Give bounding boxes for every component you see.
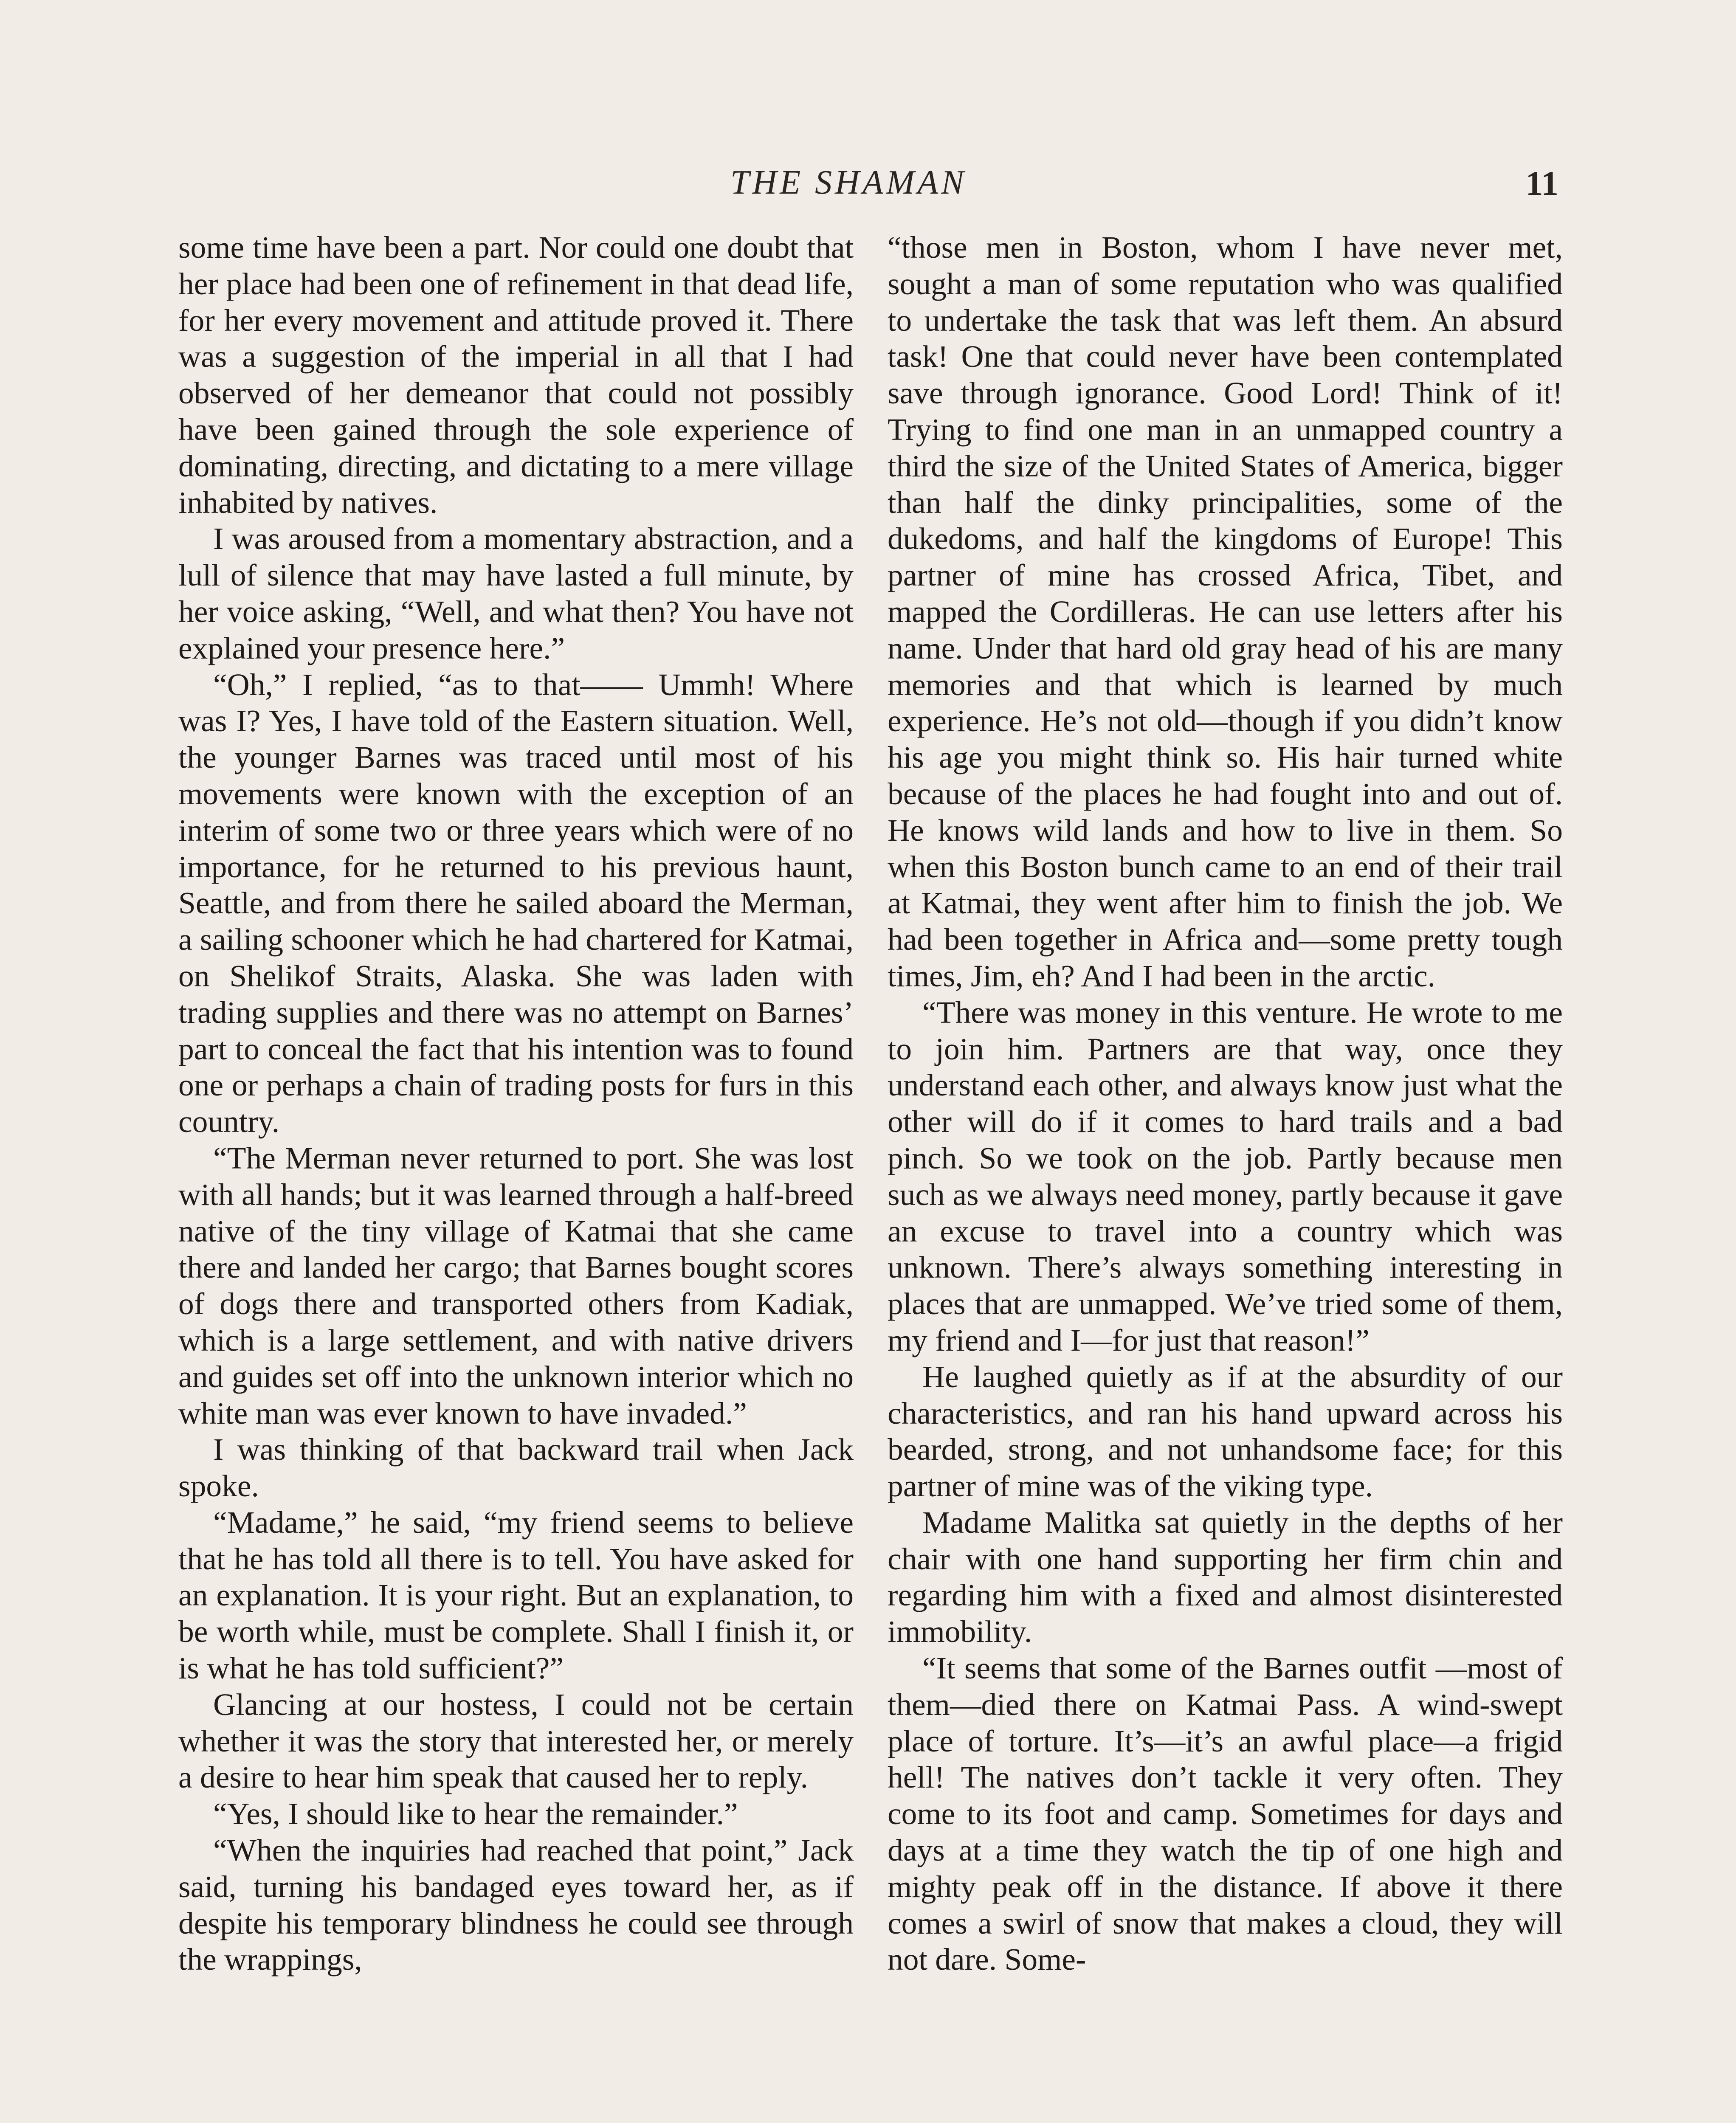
paragraph: some time have been a part. Nor could one doubt that her place had been one of refinement in that dead life, for her every movement and attitude proved it. There was a suggestion of the imperial in all that I had observed of her demeanor that could not possibly have been gained through the sole experience of dominating, directing, and dictating to a mere village inhabited by natives. (178, 230, 854, 520)
paragraph: “The Merman never returned to port. She was lost with all hands; but it was learned through a half-breed native of the tiny village of Katmai that she came there and landed her cargo; that Barnes bought scores of dogs there and transported others from Kadiak, which is a large settlement, and with native drivers and guides set off into the unknown interior which no white man was ever known to have invaded.” (178, 1140, 854, 1430)
paragraph: “Yes, I should like to hear the remainder.” (213, 1796, 738, 1831)
paragraph: “It seems that some of the Barnes outfit —most of them—died there on Katmai Pass. A wind-swept place of torture. It’s—it’s an awful place—a frigid hell! The natives don’t tackle it very often. They come to its foot and camp. Sometimes for days and days at a time they watch the tip of one high and mighty peak off in the distance. If above it there comes a swirl of snow that makes a cloud, they will not dare. Some- (888, 1651, 1563, 1977)
page-number: 11 (1525, 164, 1558, 203)
running-title: THE SHAMAN (730, 164, 967, 201)
paragraph: He laughed quietly as if at the absurdity of our characteristics, and ran his hand upward across his bearded, strong, and not unhandsome face; for this partner of mine was of the viking type. (888, 1359, 1563, 1504)
paragraph: “those men in Boston, whom I have never met, sought a man of some reputation who was qualified to undertake the task that was left them. An absurd task! One that could never have been contemplated save through ignorance. Good Lord! Think of it! Trying to find one man in an unmapped country a third the size of the United States of America, bigger than half the dinky principalities, some of the dukedoms, and half the kingdoms of Europe! This partner of mine has crossed Africa, Tibet, and mapped the Cordilleras. He can use letters after his name. Under that hard old gray head of his are many memories and that which is learned by much experience. He’s not old—though if you didn’t know his age you might think so. His hair turned white because of the places he had fought into and out of. He knows wild lands and how to live in them. So when this Boston bunch came to an end of their trail at Katmai, they went after him to finish the job. We had been together in Africa and—some pretty tough times, Jim, eh? And I had been in the arctic. (888, 230, 1563, 993)
paragraph: I was aroused from a momentary abstraction, and a lull of silence that may have lasted a full minute, by her voice asking, “Well, and what then? You have not explained your presence here.” (178, 521, 854, 665)
paragraph: “When the inquiries had reached that point,” Jack said, turning his bandaged eyes toward her, as if despite his temporary blindness he could see through the wrappings, (178, 1833, 854, 1977)
paragraph: I was thinking of that backward trail when Jack spoke. (178, 1432, 854, 1504)
left-column (178, 229, 854, 2123)
paragraph: “Madame,” he said, “my friend seems to believe that he has told all there is to tell. You have asked for an explanation. It is your right. But an explanation, to be worth while, must be complete. Shall I finish it, or is what he has told sufficient?” (178, 1505, 854, 1686)
right-column (888, 229, 1563, 2123)
paragraph: “There was money in this venture. He wrote to me to join him. Partners are that way, once they understand each other, and always know just what the other will do if it comes to hard trails and a bad pinch. So we took on the job. Partly because men such as we always need money, partly because it gave an excuse to travel into a country which was unknown. There’s always something interesting in places that are unmapped. We’ve tried some of them, my friend and I—for just that reason!” (888, 995, 1563, 1357)
page-header (178, 163, 1558, 210)
paragraph: “Oh,” I replied, “as to that—— Ummh! Where was I? Yes, I have told of the Eastern situation. Well, the younger Barnes was traced until most of his movements were known with the exception of an interim of some two or three years which were of no importance, for he returned to his previous haunt, Seattle, and from there he sailed aboard the Merman, a sailing schooner which he had chartered for Katmai, on Shelikof Straits, Alaska. She was laden with trading supplies and there was no attempt on Barnes’ part to conceal the fact that his intention was to found one or perhaps a chain of trading posts for furs in this country. (178, 667, 854, 1139)
paragraph: Glancing at our hostess, I could not be certain whether it was the story that interested her, or merely a desire to hear him speak that caused her to reply. (178, 1687, 854, 1795)
paragraph: Madame Malitka sat quietly in the depths of her chair with one hand supporting her firm chin and regarding him with a fixed and almost disinterested immobility. (888, 1505, 1563, 1649)
